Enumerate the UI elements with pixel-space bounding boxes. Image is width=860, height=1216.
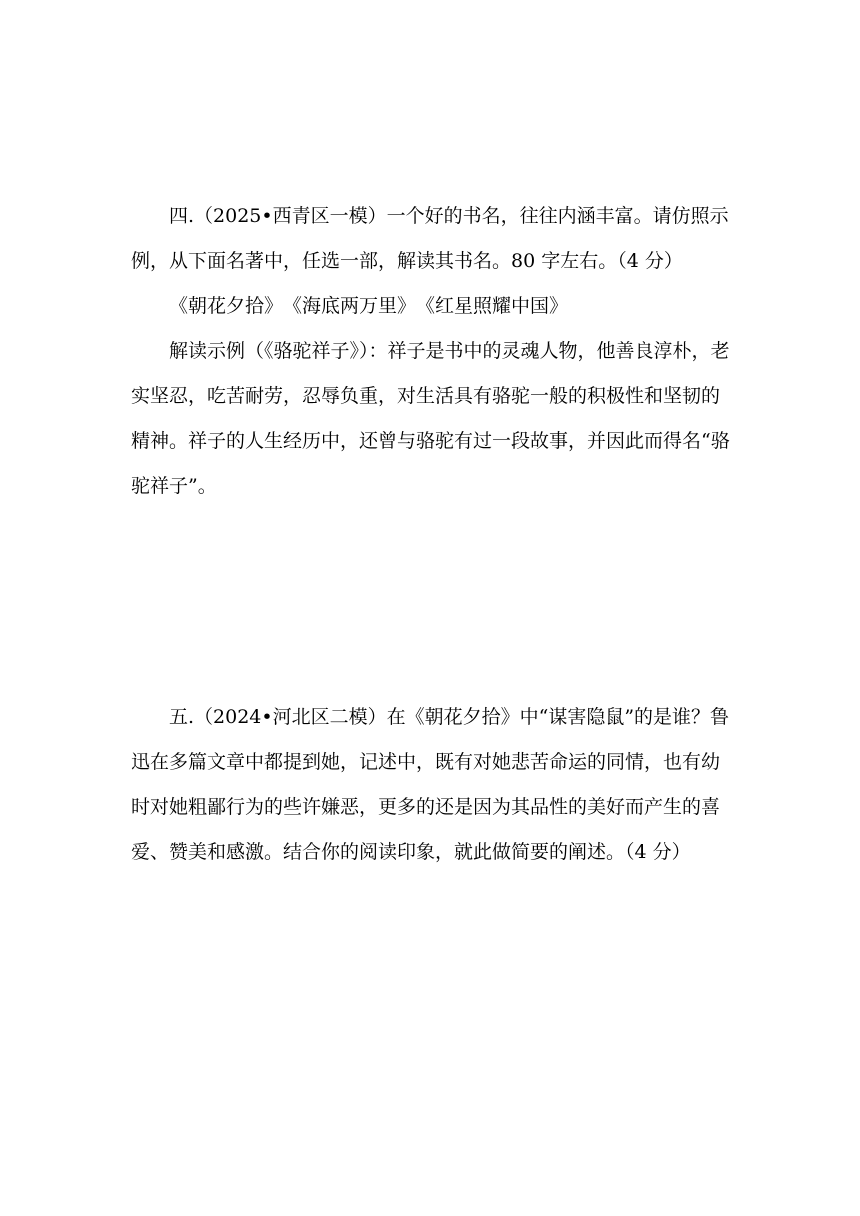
interpretation-example: 解读示例（《骆驼祥子》）：祥子是书中的灵魂人物，他善良淳朴，老实坚忍，吃苦耐劳，忍辱负重，对生活具有骆驼一般的积极性和坚韧的精神。祥子的人生经历中，还曾与骆驼有过一段故事，并因此而得名“骆驼祥子”。 bbox=[131, 340, 730, 497]
question-5-prompt: 五.（2024•河北区二模）在《朝花夕拾》中“谋害隐鼠”的是谁？鲁迅在多篇文章中都提到她，记述中，既有对她悲苦命运的同情，也有幼时对她粗鄙行为的些许嫌恶，更多的还是因为其品性的美好而产生的喜爱、赞美和感激。结合你的阅读印象，就此做简要的阐述。（4 分） bbox=[131, 706, 730, 863]
question-4-prompt: 四.（2025•西青区一模）一个好的书名，往往内涵丰富。请仿照示例，从下面名著中，任选一部，解读其书名。80 字左右。（4 分） bbox=[131, 205, 729, 272]
book-options: 《朝花夕拾》 《海底两万里》 《红星照耀中国》 bbox=[169, 295, 569, 317]
question-4 bbox=[131, 194, 731, 509]
question-5 bbox=[131, 695, 731, 875]
